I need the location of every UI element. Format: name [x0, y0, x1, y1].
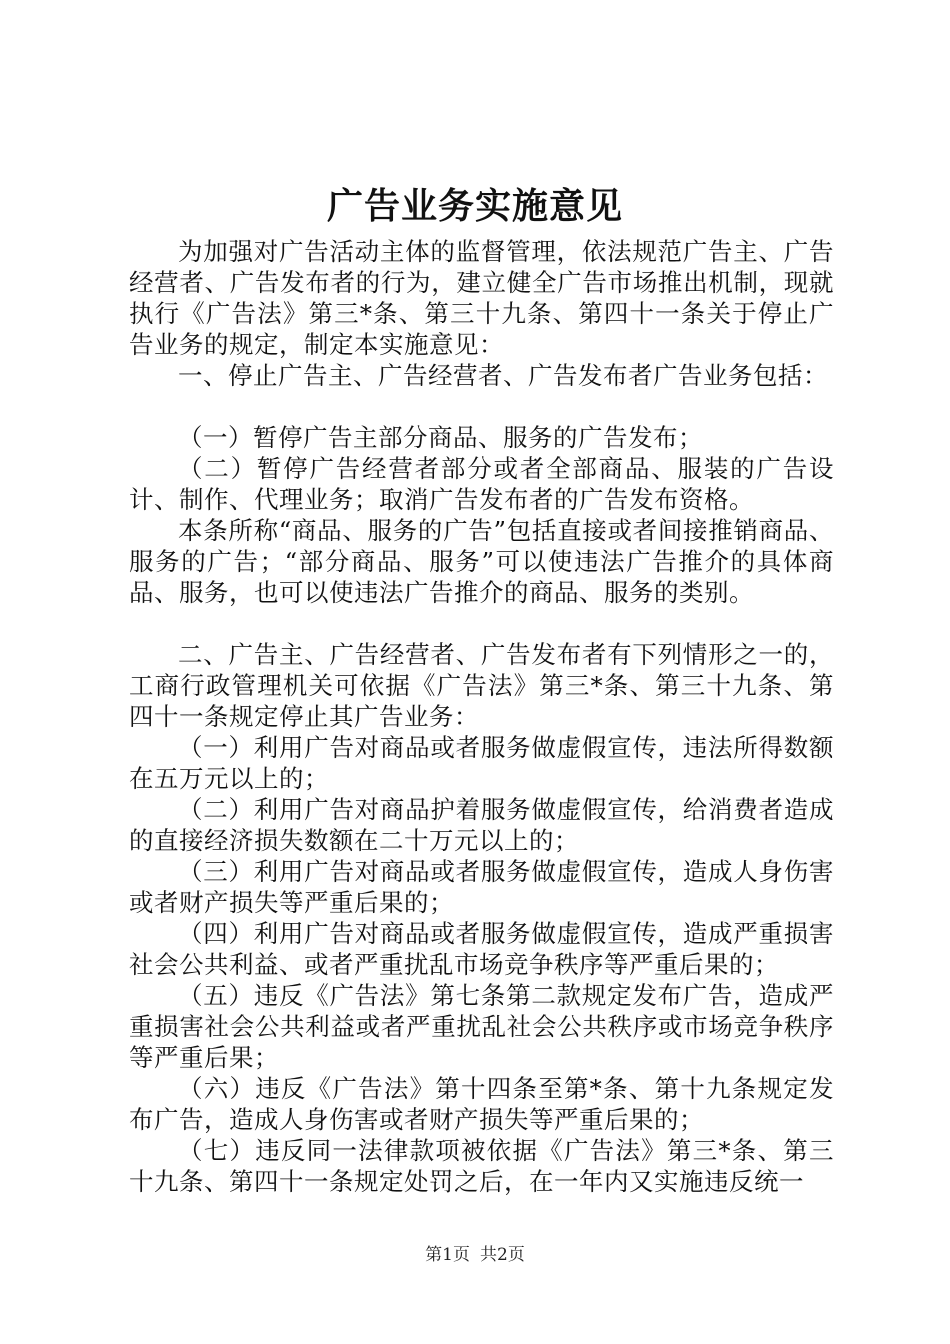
paragraph-section-1-item-1: （一）暂停广告主部分商品、服务的广告发布；: [178, 423, 703, 452]
page-footer: [0, 1240, 950, 1265]
paragraph-section-1-heading: 一、停止广告主、广告经营者、广告发布者广告业务包括：: [178, 361, 828, 390]
paragraph-intro: 为加强对广告活动主体的监督管理，依法规范广告主、广告经营者、广告发布者的行为，建立健全广告市场推出机制，现就执行《广告法》第三*条、第三十九条、第四十一条关于停止广告业务的规定，制定本实施意见：: [129, 237, 834, 359]
paragraph-section-2-item-7: （七）违反同一法律款项被依据《广告法》第三*条、第三十九条、第四十一条规定处罚之后，在一年内又实施违反统一: [129, 1136, 834, 1196]
paragraph-section-2-item-2: （二）利用广告对商品护着服务做虚假宣传，给消费者造成的直接经济损失数额在二十万元以上的；: [129, 795, 834, 855]
paragraph-section-2-item-3: （三）利用广告对商品或者服务做虚假宣传，造成人身伤害或者财产损失等严重后果的；: [129, 857, 834, 917]
page-number-total: 共2页: [480, 1245, 525, 1265]
paragraph-section-2-heading: 二、广告主、广告经营者、广告发布者有下列情形之一的，工商行政管理机关可依据《广告法》第三*条、第三十九条、第四十一条规定停止其广告业务：: [129, 640, 834, 731]
paragraph-section-2-item-1: （一）利用广告对商品或者服务做虚假宣传，违法所得数额在五万元以上的；: [129, 733, 834, 793]
paragraph-section-2-item-4: （四）利用广告对商品或者服务做虚假宣传，造成严重损害社会公共利益、或者严重扰乱市场竞争秩序等严重后果的；: [129, 919, 834, 979]
paragraph-section-1-note: 本条所称“商品、服务的广告”包括直接或者间接推销商品、服务的广告；“部分商品、服务”可以使违法广告推介的具体商品、服务，也可以使违法广告推介的商品、服务的类别。: [129, 516, 834, 607]
page-number-current: 第1页: [425, 1245, 470, 1265]
paragraph-section-2-item-5: （五）违反《广告法》第七条第二款规定发布广告，造成严重损害社会公共利益或者严重扰乱社会公共秩序或市场竞争秩序等严重后果；: [129, 981, 834, 1072]
document-title: 广告业务实施意见: [326, 185, 623, 227]
paragraph-section-2-item-6: （六）违反《广告法》第十四条至第*条、第十九条规定发布广告，造成人身伤害或者财产损失等严重后果的；: [129, 1074, 834, 1134]
paragraph-section-1-item-2: （二）暂停广告经营者部分或者全部商品、服装的广告设计、制作、代理业务；取消广告发布者的广告发布资格。: [129, 454, 834, 514]
document-body: [129, 236, 834, 1197]
